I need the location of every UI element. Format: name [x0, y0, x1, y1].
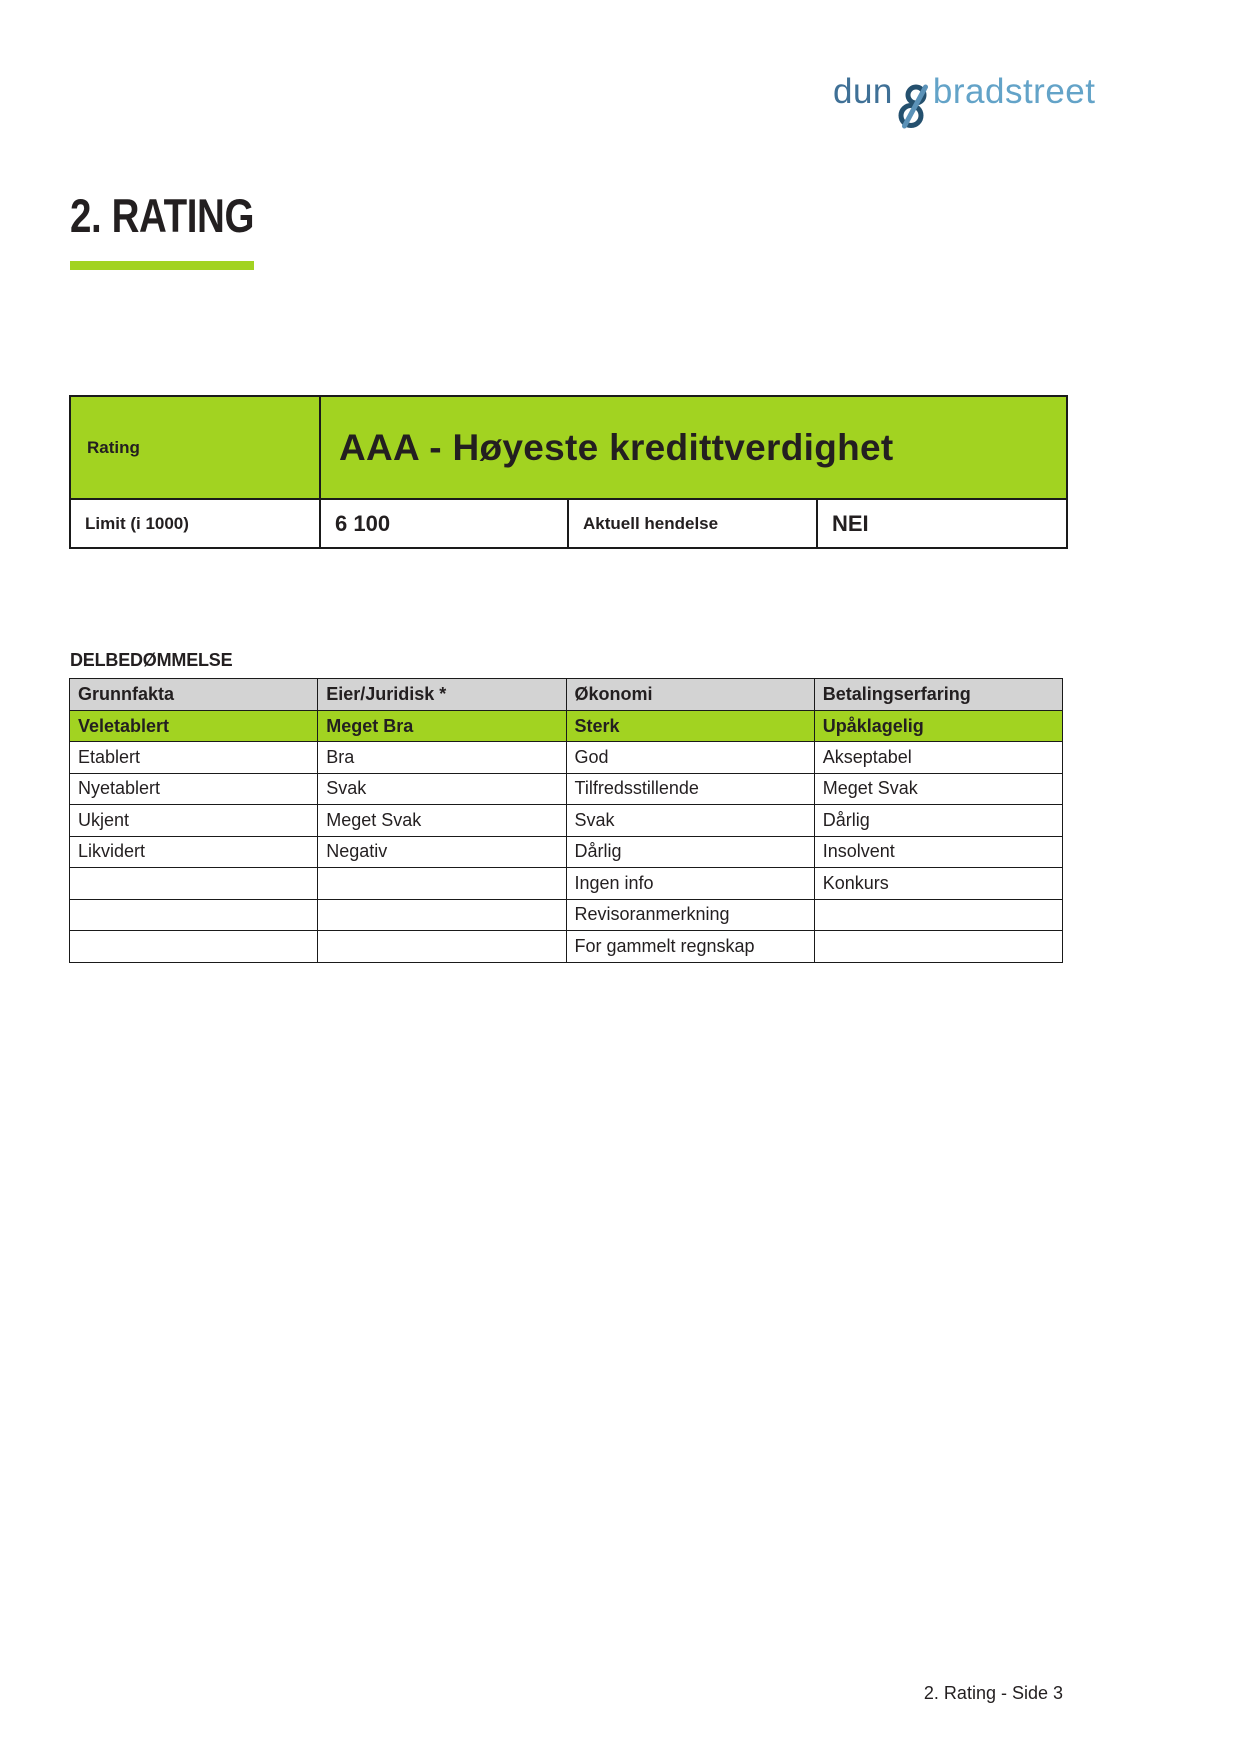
assessment-row	[70, 836, 1063, 868]
assessment-cell: God	[566, 742, 814, 774]
assessment-column-header: Betalingserfaring	[814, 679, 1062, 711]
assessment-cell	[814, 931, 1062, 963]
assessment-cell: Dårlig	[814, 805, 1062, 837]
assessment-cell	[70, 931, 318, 963]
assessment-section-title: DELBEDØMMELSE	[70, 650, 233, 670]
assessment-cell: Nyetablert	[70, 773, 318, 805]
limit-label: Limit (i 1000)	[70, 499, 320, 548]
assessment-row	[70, 742, 1063, 774]
assessment-selected-cell: Meget Bra	[318, 711, 566, 742]
assessment-table	[69, 678, 1063, 963]
page-footer: 2. Rating - Side 3	[923, 1683, 1063, 1703]
logo-word-bradstreet: bradstreet	[932, 72, 1096, 111]
assessment-column-header: Økonomi	[566, 679, 814, 711]
limit-value: 6 100	[320, 499, 568, 548]
assessment-column-header: Eier/Juridisk *	[318, 679, 566, 711]
assessment-cell	[318, 868, 566, 900]
assessment-selected-row	[70, 711, 1063, 742]
assessment-cell: Meget Svak	[318, 805, 566, 837]
assessment-cell: Insolvent	[814, 836, 1062, 868]
assessment-cell: Svak	[318, 773, 566, 805]
dun-bradstreet-logo	[833, 72, 1096, 120]
assessment-row	[70, 868, 1063, 900]
assessment-cell	[70, 899, 318, 931]
assessment-row	[70, 931, 1063, 963]
assessment-cell: Konkurs	[814, 868, 1062, 900]
assessment-row	[70, 773, 1063, 805]
current-event-label: Aktuell hendelse	[568, 499, 817, 548]
assessment-cell: Negativ	[318, 836, 566, 868]
assessment-cell	[318, 899, 566, 931]
assessment-row	[70, 899, 1063, 931]
rating-label: Rating	[70, 396, 320, 499]
assessment-cell: Tilfredsstillende	[566, 773, 814, 805]
assessment-cell	[318, 931, 566, 963]
rating-row	[70, 396, 1067, 499]
limit-row	[70, 499, 1067, 548]
assessment-row	[70, 805, 1063, 837]
rating-table	[69, 395, 1068, 549]
assessment-cell: Svak	[566, 805, 814, 837]
assessment-cell: Ingen info	[566, 868, 814, 900]
assessment-selected-cell: Sterk	[566, 711, 814, 742]
assessment-column-header: Grunnfakta	[70, 679, 318, 711]
assessment-cell: Ukjent	[70, 805, 318, 837]
assessment-selected-cell: Veletablert	[70, 711, 318, 742]
title-underline-bar	[70, 261, 254, 270]
assessment-selected-cell: Upåklagelig	[814, 711, 1062, 742]
assessment-cell: Meget Svak	[814, 773, 1062, 805]
assessment-cell: Revisoranmerkning	[566, 899, 814, 931]
logo-word-dun: dun	[833, 72, 893, 111]
assessment-cell	[814, 899, 1062, 931]
assessment-cell: For gammelt regnskap	[566, 931, 814, 963]
assessment-cell: Etablert	[70, 742, 318, 774]
rating-value: AAA - Høyeste kredittverdighet	[320, 396, 1067, 499]
assessment-cell: Likvidert	[70, 836, 318, 868]
ampersand-icon	[895, 82, 931, 130]
assessment-cell: Bra	[318, 742, 566, 774]
assessment-cell: Dårlig	[566, 836, 814, 868]
assessment-header-row	[70, 679, 1063, 711]
assessment-cell	[70, 868, 318, 900]
assessment-cell: Akseptabel	[814, 742, 1062, 774]
current-event-value: NEI	[817, 499, 1067, 548]
page-title: 2. RATING	[70, 189, 255, 242]
